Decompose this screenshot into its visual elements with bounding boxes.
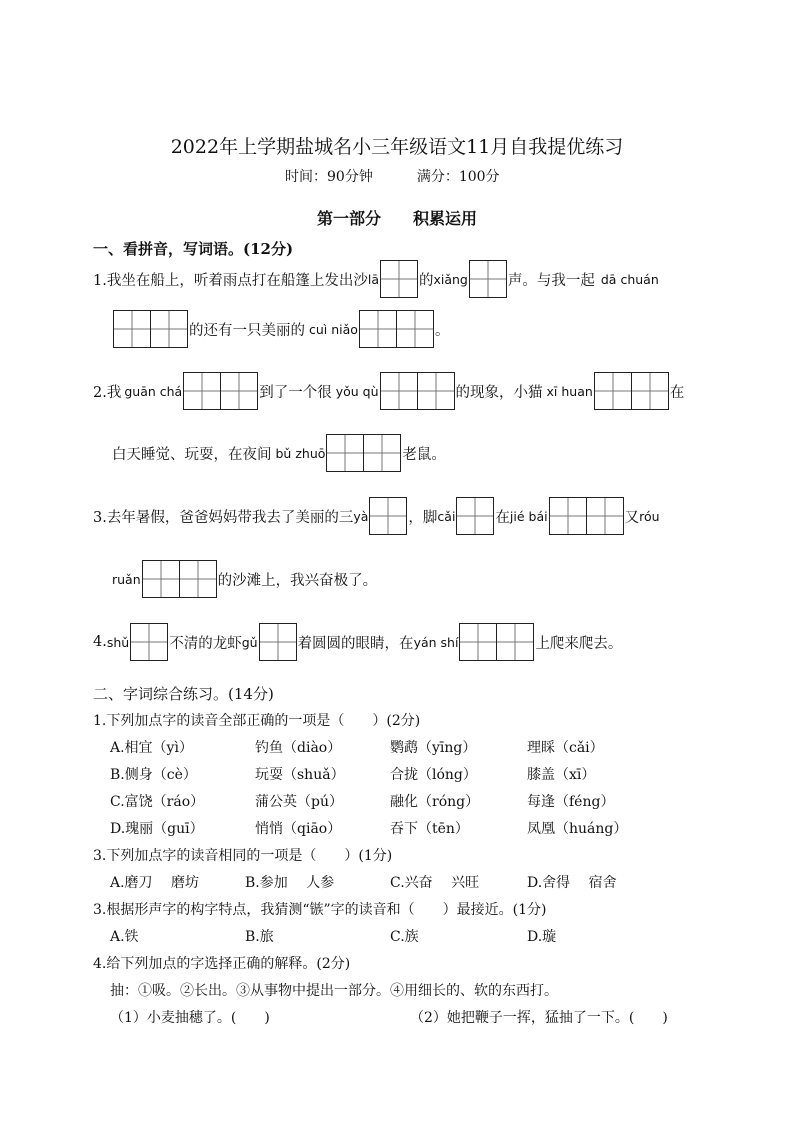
writing-grid[interactable] <box>459 623 534 661</box>
mc4-sub1[interactable]: （1）小麦抽穗了。( ) <box>110 1010 270 1026</box>
pinyin: xī huan <box>546 383 593 399</box>
mc2-question: 3.下列加点字的读音相同的一项是（ ）(1分) <box>93 848 393 864</box>
mc3-question: 3.根据形声字的构字特点，我猜测“镞”字的读音和（ ）最接近。(1分) <box>93 902 547 918</box>
mc1-a-1[interactable]: A.相宜（yì） <box>110 740 193 756</box>
pinyin: dā chuán <box>600 271 659 287</box>
mc1-b-1[interactable]: B.侧身（cè） <box>110 767 197 783</box>
mc2-option-a[interactable]: A.磨刀 磨坊 <box>110 875 200 891</box>
pinyin: bǔ zhuō <box>275 445 326 461</box>
pinyin: róu <box>639 508 660 524</box>
mc3-option-d[interactable]: D.璇 <box>527 929 557 945</box>
pinyin: yǒu qù <box>335 383 379 399</box>
mc3-option-c[interactable]: C.族 <box>390 929 419 945</box>
mc3-option-a[interactable]: A.铁 <box>110 929 139 945</box>
writing-grid[interactable] <box>142 560 217 598</box>
mc1-d-2: 悄悄（qiāo） <box>255 821 342 837</box>
writing-grid[interactable] <box>259 623 297 661</box>
mc1-c-1[interactable]: C.富饶（ráo） <box>110 794 205 810</box>
mc1-b-2: 玩耍（shuǎ） <box>255 767 345 783</box>
q3-line1: 3.去年暑假，爸爸妈妈带我去了美丽的三 yà ，脚 cǎi 在 jié bái 又 róu <box>93 497 660 535</box>
mc3-option-b[interactable]: B.旅 <box>245 929 274 945</box>
q1-line2: 的还有一只美丽的 cuì niǎo 。 <box>112 310 449 348</box>
q4-line1: 4. shǔ 不清的龙虾 gǔ 着圆圆的眼睛，在 yán shí 上爬来爬去。 <box>93 623 622 661</box>
q1-line1: 1.我坐在船上，听着雨点打在船篷上发出沙 lā 的 xiǎng 声。与我一起 dā chuán <box>93 260 659 298</box>
part-heading: 第一部分 积累运用 <box>316 209 477 228</box>
pinyin: jié bái <box>509 508 548 524</box>
writing-grid[interactable] <box>456 497 494 535</box>
mc1-d-3: 吞下（tēn） <box>390 821 469 837</box>
mc1-b-3: 合拢（lóng） <box>390 767 477 783</box>
writing-grid[interactable] <box>130 623 168 661</box>
writing-grid[interactable] <box>380 260 418 298</box>
mc1-a-2: 钓鱼（diào） <box>255 740 342 756</box>
writing-grid[interactable] <box>359 310 434 348</box>
mc1-a-4: 理睬（cǎi） <box>527 740 604 756</box>
writing-grid[interactable] <box>549 497 624 535</box>
pinyin: xiǎng <box>433 271 468 287</box>
mc1-c-2: 蒲公英（pú） <box>255 794 343 810</box>
mc4-definitions: 抽：①吸。②长出。③从事物中提出一部分。④用细长的、软的东西打。 <box>110 983 558 999</box>
writing-grid[interactable] <box>369 497 407 535</box>
mc1-b-4: 膝盖（xī） <box>527 767 596 783</box>
writing-grid[interactable] <box>594 372 669 410</box>
mc1-d-1[interactable]: D.瑰丽（guī） <box>110 821 204 837</box>
q2-line2: 白天睡觉、玩耍，在夜间 bǔ zhuō 老鼠。 <box>112 434 446 472</box>
pinyin: lā <box>367 271 379 287</box>
mc1-c-3: 融化（róng） <box>390 794 480 810</box>
mc1-d-4: 凤凰（huáng） <box>527 821 628 837</box>
q2-line1: 2.我 guān chá 到了一个很 yǒu qù 的现象，小猫 xī huan 在 <box>93 372 684 410</box>
mc1-a-3: 鹦鹉（yīng） <box>390 740 477 756</box>
pinyin: ruǎn <box>112 571 141 587</box>
mc2-option-d[interactable]: D.舍得 宿舍 <box>527 875 617 891</box>
time-limit: 时间：90分钟 <box>285 169 373 185</box>
section-heading-2: 二、字词综合练习。(14分) <box>93 685 274 703</box>
writing-grid[interactable] <box>183 372 258 410</box>
mc2-option-c[interactable]: C.兴奋 兴旺 <box>390 875 480 891</box>
pinyin: cǎi <box>437 508 456 524</box>
mc2-option-b[interactable]: B.参加 人参 <box>245 875 335 891</box>
pinyin: cuì niǎo <box>309 321 358 337</box>
exam-info <box>285 166 500 186</box>
writing-grid[interactable] <box>326 434 401 472</box>
full-score: 满分：100分 <box>416 169 500 185</box>
writing-grid[interactable] <box>469 260 507 298</box>
writing-grid[interactable] <box>380 372 455 410</box>
pinyin: shǔ <box>106 634 130 650</box>
mc1-c-4: 每逢（féng） <box>527 794 615 810</box>
pinyin: yà <box>353 508 369 524</box>
pinyin: gǔ <box>241 634 258 650</box>
writing-grid[interactable] <box>113 310 188 348</box>
pinyin: yán shí <box>413 634 459 650</box>
section-heading-1: 一、看拼音，写词语。(12分) <box>93 240 294 258</box>
q3-line2: ruǎn 的沙滩上，我兴奋极了。 <box>112 560 377 598</box>
pinyin: guān chá <box>124 383 183 399</box>
page-title: 2022年上学期盐城名小三年级语文11月自我提优练习 <box>170 136 624 158</box>
mc4-sub2[interactable]: （2）她把鞭子一挥，猛抽了一下。( ) <box>410 1010 668 1026</box>
mc1-question: 1.下列加点字的读音全部正确的一项是（ ）(2分) <box>93 713 421 729</box>
mc4-question: 4.给下列加点的字选择正确的解释。(2分) <box>93 956 351 972</box>
